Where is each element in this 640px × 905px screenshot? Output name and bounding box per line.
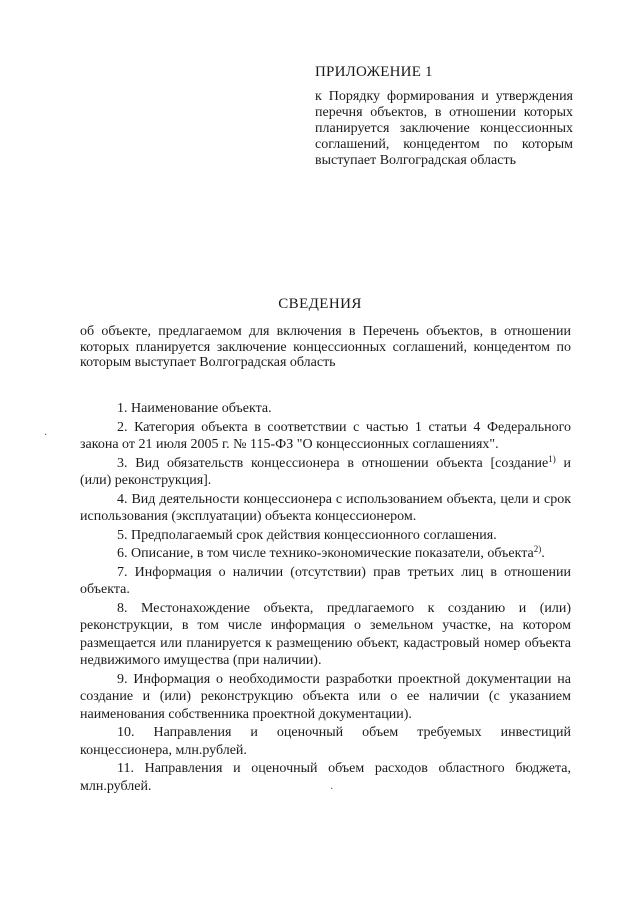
footnote-marker: 2) [533,544,542,554]
list-item [80,455,571,490]
items-list [80,400,571,796]
list-item [80,545,571,563]
item-text-continued: и (или) реконструкция]. [80,455,571,488]
appendix-subtitle: к Порядку формирования и утверждения перечня объектов, в отношении которых планируется заключение концессионных соглашений, концедентом по которым выступает Волгоградская область [315,89,573,168]
list-item: 8. Местонахождение объекта, предлагаемого к созданию и (или) реконструкции, в том числе информация о земельном участке, на котором размещается или планируется к размещению объект, кадастровый номер объекта недвижимого имущества (при наличии). [80,600,571,668]
list-item: 7. Информация о наличии (отсутствии) прав третьих лиц в отношении объекта. [80,564,571,597]
item-text: 3. Вид обязательств концессионера в отношении объекта [создание [117,455,549,471]
list-item: 1. Наименование объекта. [117,401,272,416]
list-item: 5. Предполагаемый срок действия концессионного соглашения. [117,527,497,543]
list-item: 4. Вид деятельности концессионера с использованием объекта, цели и срок использования (эксплуатации) объекта концессионером. [80,491,571,524]
item-text-continued: . [541,546,545,561]
list-item: 10. Направления и оценочный объем требуемых инвестиций концессионера, млн.рублей. [80,725,571,758]
item-text: 6. Описание, в том числе технико-экономические показатели, объекта [117,546,534,561]
list-item: 9. Информация о необходимости разработки проектной документации на создание и (или) реконструкцию объекта или о ее наличии (с указанием наименования собственника проектной документации). [80,671,571,722]
appendix-title: ПРИЛОЖЕНИЕ 1 [315,64,433,80]
footnote-marker: 1) [548,453,556,464]
document-subheading: об объекте, предлагаемом для включения в Перечень объектов, в отношении которых планируется заключение концессионных соглашений, концедентом по которым выступает Волгоградская область [80,324,571,370]
list-item: 2. Категория объекта в соответствии с частью 1 статьи 4 Федерального закона от 21 июля 2005 г. № 115-ФЗ "О концессионных соглашениях". [80,419,571,452]
list-item: 11. Направления и оценочный объем расходов областного бюджета, млн.рублей. [80,761,571,794]
scan-speck: · [330,784,334,795]
scan-speck: · [44,430,48,441]
document-heading: СВЕДЕНИЯ [278,296,362,312]
